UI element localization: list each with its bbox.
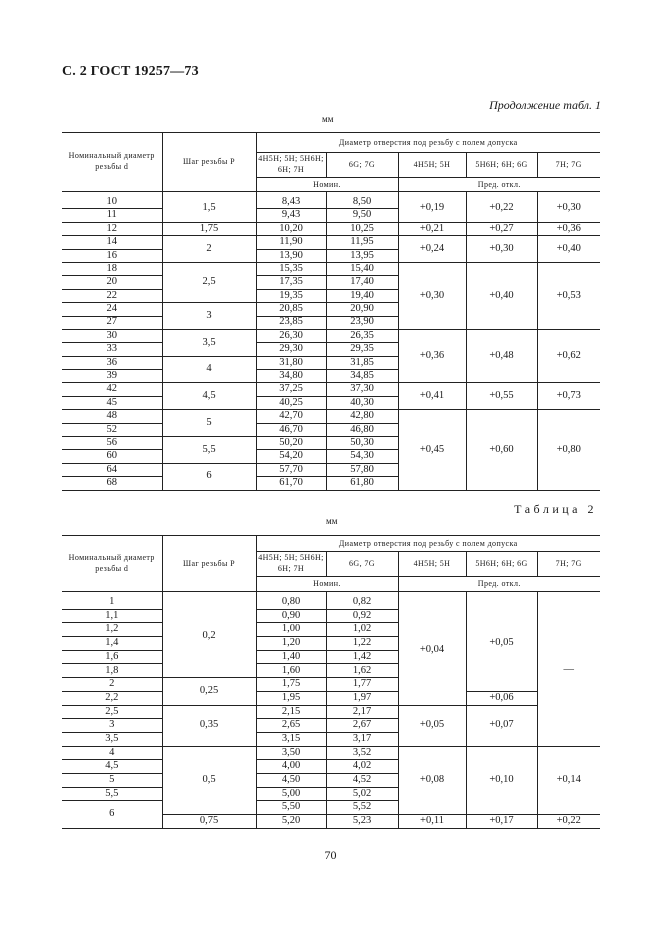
nominal-cell: 11,90 <box>256 236 326 249</box>
pitch-cell: 0,35 <box>162 705 256 746</box>
diameter-cell: 68 <box>62 477 162 490</box>
nominal-cell: 23,85 <box>256 316 326 329</box>
pitch-cell: 3 <box>162 303 256 330</box>
pitch-cell: 2,5 <box>162 262 256 302</box>
deviation-cell: +0,30 <box>398 262 466 329</box>
nominal-cell: 29,35 <box>326 343 398 356</box>
nominal-cell: 34,80 <box>256 370 326 383</box>
nominal-cell: 5,23 <box>326 815 398 829</box>
diameter-cell: 2 <box>62 678 162 692</box>
nominal-cell: 54,30 <box>326 450 398 463</box>
deviation-cell: +0,22 <box>537 815 600 829</box>
nominal-cell: 2,67 <box>326 719 398 733</box>
nominal-cell: 0,82 <box>326 596 398 610</box>
nominal-cell: 15,40 <box>326 262 398 275</box>
header-col-4h5h-7h: 4H5H; 5H; 5H6H; 6H; 7H <box>256 153 326 178</box>
nominal-cell: 1,97 <box>326 691 398 705</box>
pitch-cell: 4 <box>162 356 256 383</box>
header-col-7h-7g: 7H; 7G <box>537 153 600 178</box>
nominal-cell: 50,20 <box>256 437 326 450</box>
diameter-cell: 16 <box>62 249 162 262</box>
nominal-cell: 15,35 <box>256 262 326 275</box>
nominal-cell: 37,25 <box>256 383 326 396</box>
nominal-cell: 54,20 <box>256 450 326 463</box>
page-number: 70 <box>324 848 337 862</box>
table-row <box>62 691 600 705</box>
nominal-cell: 17,40 <box>326 276 398 289</box>
pitch-cell: 2 <box>162 236 256 263</box>
continuation-note: Продолжение табл. 1 <box>489 98 601 112</box>
pitch-cell: 5 <box>162 410 256 437</box>
table-row <box>62 196 600 209</box>
diameter-cell: 1,4 <box>62 637 162 651</box>
diameter-cell: 1,8 <box>62 664 162 678</box>
diameter-cell: 39 <box>62 370 162 383</box>
nominal-cell: 31,80 <box>256 356 326 369</box>
deviation-cell: +0,36 <box>537 222 600 235</box>
nominal-cell: 8,43 <box>256 196 326 209</box>
nominal-cell: 1,60 <box>256 664 326 678</box>
nominal-cell: 13,90 <box>256 249 326 262</box>
table-1 <box>62 132 600 491</box>
deviation-cell: +0,45 <box>398 410 466 490</box>
diameter-cell: 3,5 <box>62 732 162 746</box>
nominal-cell: 4,50 <box>256 773 326 787</box>
nominal-cell: 40,30 <box>326 396 398 409</box>
table-row <box>62 410 600 423</box>
nominal-cell: 26,35 <box>326 329 398 342</box>
deviation-cell: +0,53 <box>537 262 600 329</box>
deviation-cell: +0,04 <box>398 596 466 706</box>
nominal-cell: 2,15 <box>256 705 326 719</box>
diameter-cell: 1,6 <box>62 650 162 664</box>
nominal-cell: 1,75 <box>256 678 326 692</box>
nominal-cell: 5,00 <box>256 787 326 801</box>
diameter-cell: 64 <box>62 463 162 476</box>
nominal-cell: 9,43 <box>256 209 326 222</box>
diameter-cell: 1,1 <box>62 609 162 623</box>
diameter-cell: 45 <box>62 396 162 409</box>
nominal-cell: 2,17 <box>326 705 398 719</box>
diameter-cell: 4,5 <box>62 760 162 774</box>
pitch-cell: 4,5 <box>162 383 256 410</box>
nominal-cell: 3,15 <box>256 732 326 746</box>
deviation-cell: +0,41 <box>398 383 466 410</box>
diameter-cell: 1,2 <box>62 623 162 637</box>
table-row <box>62 236 600 249</box>
nominal-cell: 11,95 <box>326 236 398 249</box>
deviation-cell: +0,60 <box>466 410 537 490</box>
diameter-cell: 14 <box>62 236 162 249</box>
nominal-cell: 1,42 <box>326 650 398 664</box>
nominal-cell: 1,22 <box>326 637 398 651</box>
deviation-cell: +0,11 <box>398 815 466 829</box>
diameter-cell: 11 <box>62 209 162 222</box>
nominal-cell: 8,50 <box>326 196 398 209</box>
deviation-cell: +0,40 <box>466 262 537 329</box>
nominal-cell: 1,95 <box>256 691 326 705</box>
header-col-5h6h-6g: 5H6H; 6H; 6G <box>466 552 537 577</box>
deviation-cell: +0,30 <box>537 196 600 223</box>
nominal-cell: 1,00 <box>256 623 326 637</box>
table1-unit: мм <box>322 114 334 124</box>
deviation-cell: +0,30 <box>466 236 537 263</box>
nominal-cell: 57,80 <box>326 463 398 476</box>
deviation-cell: +0,08 <box>398 746 466 814</box>
nominal-cell: 57,70 <box>256 463 326 476</box>
pitch-cell: 1,75 <box>162 222 256 235</box>
table-row <box>62 746 600 760</box>
header-col-4h5h-5h: 4H5H; 5H <box>398 552 466 577</box>
nominal-cell: 46,80 <box>326 423 398 436</box>
diameter-cell: 22 <box>62 289 162 302</box>
deviation-cell: +0,24 <box>398 236 466 263</box>
pitch-cell: 0,2 <box>162 596 256 678</box>
deviation-cell: +0,17 <box>466 815 537 829</box>
diameter-cell: 30 <box>62 329 162 342</box>
diameter-cell: 33 <box>62 343 162 356</box>
nominal-cell: 1,40 <box>256 650 326 664</box>
diameter-cell: 24 <box>62 303 162 316</box>
nominal-cell: 5,50 <box>256 801 326 815</box>
diameter-cell: 42 <box>62 383 162 396</box>
pitch-cell: 0,75 <box>162 815 256 829</box>
nominal-cell: 34,85 <box>326 370 398 383</box>
diameter-cell: 48 <box>62 410 162 423</box>
header-deviation: Пред. откл. <box>398 178 600 192</box>
diameter-cell: 1 <box>62 596 162 610</box>
pitch-cell: 0,25 <box>162 678 256 705</box>
table-2 <box>62 535 600 829</box>
nominal-cell: 10,25 <box>326 222 398 235</box>
deviation-cell: +0,48 <box>466 329 537 383</box>
header-col-6g-7g: 6G; 7G <box>326 153 398 178</box>
header-col-4h5h-7h: 4H5H; 5H; 5H6H; 6H; 7H <box>256 552 326 577</box>
pitch-cell: 1,5 <box>162 196 256 223</box>
pitch-cell: 5,5 <box>162 437 256 464</box>
header-group: Диаметр отверстия под резьбу с полем допуска <box>256 133 600 153</box>
deviation-cell: +0,40 <box>537 236 600 263</box>
header-thread-pitch: Шаг резьбы P <box>162 133 256 192</box>
nominal-cell: 3,17 <box>326 732 398 746</box>
diameter-cell: 5,5 <box>62 787 162 801</box>
deviation-cell: +0,62 <box>537 329 600 383</box>
header-col-5h6h-6g: 5H6H; 6H; 6G <box>466 153 537 178</box>
diameter-cell: 2,5 <box>62 705 162 719</box>
nominal-cell: 3,52 <box>326 746 398 760</box>
deviation-cell: +0,19 <box>398 196 466 223</box>
deviation-cell: +0,05 <box>466 596 537 692</box>
table-row <box>62 222 600 235</box>
nominal-cell: 19,40 <box>326 289 398 302</box>
table-row <box>62 596 600 610</box>
header-nominal: Номин. <box>256 577 398 592</box>
diameter-cell: 36 <box>62 356 162 369</box>
document-header: С. 2 ГОСТ 19257—73 <box>62 64 199 79</box>
deviation-cell: +0,05 <box>398 705 466 746</box>
nominal-cell: 19,35 <box>256 289 326 302</box>
header-col-6g-7g: 6G, 7G <box>326 552 398 577</box>
table-row <box>62 383 600 396</box>
diameter-cell: 2,2 <box>62 691 162 705</box>
nominal-cell: 5,20 <box>256 815 326 829</box>
table-row <box>62 705 600 719</box>
table2-unit: мм <box>326 516 338 526</box>
nominal-cell: 5,02 <box>326 787 398 801</box>
deviation-cell: +0,27 <box>466 222 537 235</box>
nominal-cell: 1,62 <box>326 664 398 678</box>
deviation-cell: +0,07 <box>466 705 537 746</box>
nominal-cell: 0,80 <box>256 596 326 610</box>
nominal-cell: 61,80 <box>326 477 398 490</box>
nominal-cell: 3,50 <box>256 746 326 760</box>
nominal-cell: 4,02 <box>326 760 398 774</box>
table-row <box>62 262 600 275</box>
diameter-cell: 12 <box>62 222 162 235</box>
nominal-cell: 9,50 <box>326 209 398 222</box>
nominal-cell: 23,90 <box>326 316 398 329</box>
header-nominal-diameter: Номинальный диаметр резьбы d <box>62 536 162 592</box>
diameter-cell: 6 <box>62 801 162 828</box>
deviation-cell: +0,55 <box>466 383 537 410</box>
pitch-cell: 6 <box>162 463 256 490</box>
nominal-cell: 10,20 <box>256 222 326 235</box>
deviation-cell: +0,14 <box>537 746 600 814</box>
diameter-cell: 52 <box>62 423 162 436</box>
pitch-cell: 0,5 <box>162 746 256 814</box>
deviation-cell: +0,21 <box>398 222 466 235</box>
nominal-cell: 31,85 <box>326 356 398 369</box>
diameter-cell: 60 <box>62 450 162 463</box>
header-col-7h-7g: 7H; 7G <box>537 552 600 577</box>
header-thread-pitch: Шаг резьбы P <box>162 536 256 592</box>
nominal-cell: 50,30 <box>326 437 398 450</box>
deviation-cell: +0,80 <box>537 410 600 490</box>
nominal-cell: 42,80 <box>326 410 398 423</box>
table-row <box>62 329 600 342</box>
deviation-cell: +0,36 <box>398 329 466 383</box>
nominal-cell: 0,90 <box>256 609 326 623</box>
diameter-cell: 10 <box>62 196 162 209</box>
nominal-cell: 4,52 <box>326 773 398 787</box>
nominal-cell: 61,70 <box>256 477 326 490</box>
diameter-cell: 18 <box>62 262 162 275</box>
deviation-cell: +0,22 <box>466 196 537 223</box>
nominal-cell: 17,35 <box>256 276 326 289</box>
deviation-cell: — <box>537 596 600 747</box>
deviation-cell: +0,06 <box>466 691 537 705</box>
table2-caption: Таблица 2 <box>514 502 597 516</box>
nominal-cell: 42,70 <box>256 410 326 423</box>
nominal-cell: 29,30 <box>256 343 326 356</box>
deviation-cell: +0,10 <box>466 746 537 814</box>
diameter-cell: 3 <box>62 719 162 733</box>
header-nominal: Номин. <box>256 178 398 192</box>
header-nominal-diameter: Номинальный диаметр резьбы d <box>62 133 162 192</box>
nominal-cell: 20,85 <box>256 303 326 316</box>
nominal-cell: 5,52 <box>326 801 398 815</box>
nominal-cell: 2,65 <box>256 719 326 733</box>
nominal-cell: 1,02 <box>326 623 398 637</box>
diameter-cell: 20 <box>62 276 162 289</box>
diameter-cell: 5 <box>62 773 162 787</box>
diameter-cell: 56 <box>62 437 162 450</box>
nominal-cell: 0,92 <box>326 609 398 623</box>
diameter-cell: 4 <box>62 746 162 760</box>
header-deviation: Пред. откл. <box>398 577 600 592</box>
diameter-cell: 27 <box>62 316 162 329</box>
nominal-cell: 4,00 <box>256 760 326 774</box>
nominal-cell: 40,25 <box>256 396 326 409</box>
nominal-cell: 37,30 <box>326 383 398 396</box>
nominal-cell: 1,77 <box>326 678 398 692</box>
nominal-cell: 13,95 <box>326 249 398 262</box>
deviation-cell: +0,73 <box>537 383 600 410</box>
header-group: Диаметр отверстия под резьбу с полем допуска <box>256 536 600 552</box>
pitch-cell: 3,5 <box>162 329 256 356</box>
nominal-cell: 46,70 <box>256 423 326 436</box>
nominal-cell: 20,90 <box>326 303 398 316</box>
nominal-cell: 1,20 <box>256 637 326 651</box>
nominal-cell: 26,30 <box>256 329 326 342</box>
header-col-4h5h-5h: 4H5H; 5H <box>398 153 466 178</box>
